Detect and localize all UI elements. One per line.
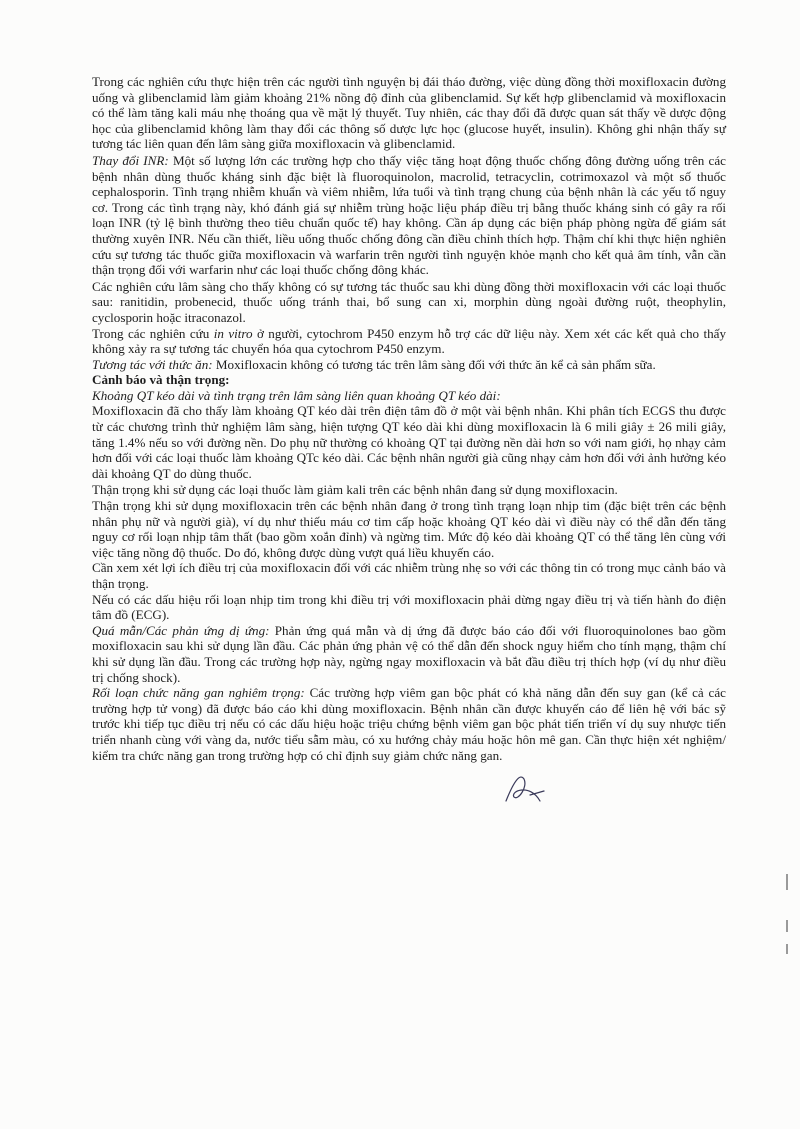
liver-text: Các trường hợp viêm gan bộc phát có khả năng dẫn đến suy gan (kể cả các trường hợp tử vong) đã được báo cáo khi dùng moxifloxacin. Bệnh nhân cần được khuyến cáo để liên hệ với bác sỹ trước khi tiếp tục điều trị nếu có các dấu hiệu hoặc triệu chứng bệnh viêm gan bộc phát tiến triển ví dụ suy nhược tiến triển nhanh cùng với vàng da, nước tiểu sẫm màu, có xu hướng chảy máu hoặc hôn mê gan. Cần thực hiện xét nghiệm/ kiểm tra chức năng gan trong trường hợp có chỉ định suy giảm chức năng gan. xyxy=(92,685,726,763)
document-body xyxy=(92,74,726,763)
paragraph-arrhythmia: Thận trọng khi sử dụng moxifloxacin trên các bệnh nhân đang ở trong tình trạng loạn nhịp tim (đặc biệt trên các bệnh nhân phụ nữ và người già), ví dụ như thiếu máu cơ tim cấp hoặc khoảng QT kéo dài vì điều này có thể dẫn đến tăng nguy cơ rối loạn nhịp tâm thất (bao gồm xoắn đỉnh) và ngừng tim. Mức độ kéo dài khoảng QT có thể tăng lên cùng với việc tăng nồng độ thuốc. Do đó, không được dùng vượt quá liều khuyến cáo. xyxy=(92,498,726,560)
paragraph-qt: Moxifloxacin đã cho thấy làm khoảng QT kéo dài trên điện tâm đồ ở một vài bệnh nhân. Khi phân tích ECGS thu được từ các chương trình thử nghiệm lâm sàng, hiện tượng QT kéo dài khi dùng moxifloxacin là 6 mili giây ± 26 mili giây, tăng 1.4% nếu so với đường nền. Do phụ nữ thường có khoảng QT tại đường nền dài hơn so với nam giới, họ nhạy cảm hơn đối với các loại thuốc làm khoảng QTc kéo dài. Các bệnh nhân người già cũng nhạy cảm hơn đối với ảnh hưởng kéo dài khoảng QT do dùng thuốc. xyxy=(92,403,726,481)
paragraph-glibenclamid: Trong các nghiên cứu thực hiện trên các người tình nguyện bị đái tháo đường, việc dùng đồng thời moxifloxacin đường uống và glibenclamid làm giảm khoảng 21% nồng độ đỉnh của glibenclamid. Sự kết hợp glibenclamid và moxifloxacin có thể làm tăng kali máu nhẹ thoáng qua về mặt lý thuyết. Tuy nhiên, các thay đổi đã được quan sát thấy về dược động học của glibenclamid không làm thay đổi các thông số dược lực học (glucose huyết, insulin). Không ghi nhận thấy sự tương tác liên quan đến lâm sàng giữa moxifloxacin và glibenclamid. xyxy=(92,74,726,152)
in-vitro-term: in vitro xyxy=(213,325,253,341)
paragraph-liver xyxy=(92,685,726,763)
inr-text: Một số lượng lớn các trường hợp cho thấy việc tăng hoạt động thuốc chống đông đường uống trên các bệnh nhân dùng thuốc kháng sinh đặc biệt là fluoroquinolon, macrolid, tetracyclin, cotrimoxazol và một số thuốc cephalosporin. Tình trạng nhiễm khuẩn và viêm nhiễm, lứa tuổi và tình trạng chung của bệnh nhân là các yếu tố nguy cơ. Trong các tình trạng này, khó đánh giá sự nhiễm trùng hoặc liệu pháp điều trị bằng thuốc kháng sinh có gây ra rối loạn INR (tỷ lệ bình thường theo tiêu chuẩn quốc tế) hay không. Cần áp dụng các biện pháp phòng ngừa để giám sát thường xuyên INR. Nếu cần thiết, liều uống thuốc chống đông cần điều chỉnh thích hợp. Thậm chí khi thực hiện nghiên cứu sự tương tác thuốc giữa moxifloxacin và warfarin trên người tình nguyện khỏe mạnh cho kết quả âm tính, vẫn cần thận trọng đối với warfarin như các loại thuốc chống đông khác. xyxy=(92,152,726,278)
in-vitro-post: ở người, cytochrom P450 enzym hỗ trợ các dữ liệu này. Xem xét các kết quả cho thấy không xảy ra sự tương tác chuyển hóa qua cytochrom P450 enzym. xyxy=(92,325,727,357)
paragraph-ecg: Nếu có các dấu hiệu rối loạn nhịp tim trong khi điều trị với moxifloxacin phải dừng ngay điều trị và tiến hành đo điện tâm đồ (ECG). xyxy=(92,591,726,623)
handwritten-initial-mark xyxy=(500,771,550,811)
paragraph-inr xyxy=(92,153,726,278)
hypersensitivity-label: Quá mẫn/Các phản ứng dị ứng: xyxy=(92,622,270,638)
section-heading: Cảnh báo và thận trọng: xyxy=(92,372,230,388)
paragraph-benefit: Cần xem xét lợi ích điều trị của moxifloxacin đối với các nhiễm trùng nhẹ so với các thông tin có trong mục cảnh báo và thận trọng. xyxy=(92,560,726,591)
section-subheading: Khoảng QT kéo dài và tình trạng trên lâm sàng liên quan khoảng QT kéo dài: xyxy=(92,387,501,403)
in-vitro-pre: Trong các nghiên cứu xyxy=(92,325,214,341)
paragraph-hypersensitivity xyxy=(92,623,726,685)
inr-label: Thay đổi INR: xyxy=(92,152,169,168)
paragraph-food xyxy=(92,357,726,373)
food-label: Tương tác với thức ăn: xyxy=(92,356,213,372)
hypersensitivity-text: Phản ứng quá mẫn và dị ứng đã được báo cáo đối với fluoroquinolones bao gồm moxifloxacin sau khi sử dụng lần đầu. Các phản ứng phản vệ có thể dẫn đến shock nguy hiểm cho tính mạng, thậm chí khi sử dụng lần đầu. Trong các trường hợp này, ngừng ngay moxifloxacin và bắt đầu điều trị thích hợp (ví dụ như điều trị chống shock). xyxy=(92,622,726,685)
paragraph-no-interaction: Các nghiên cứu lâm sàng cho thấy không có sự tương tác thuốc sau khi dùng đồng thời moxifloxacin với các loại thuốc sau: ranitidin, probenecid, thuốc uống tránh thai, bổ sung can xi, morphin dùng ngoài đường ruột, theophylin, cyclosporin hoặc itraconazol. xyxy=(92,278,726,325)
liver-label: Rối loạn chức năng gan nghiêm trọng: xyxy=(92,685,305,701)
paragraph-kali: Thận trọng khi sử dụng các loại thuốc làm giảm kali trên các bệnh nhân đang sử dụng moxifloxacin. xyxy=(92,482,618,498)
edge-mark xyxy=(786,874,788,890)
paragraph-in-vitro xyxy=(92,326,726,357)
edge-mark xyxy=(786,944,788,954)
edge-mark xyxy=(786,920,788,932)
food-text: Moxifloxacin không có tương tác trên lâm sàng đối với thức ăn kể cả sản phẩm sữa. xyxy=(212,356,656,372)
